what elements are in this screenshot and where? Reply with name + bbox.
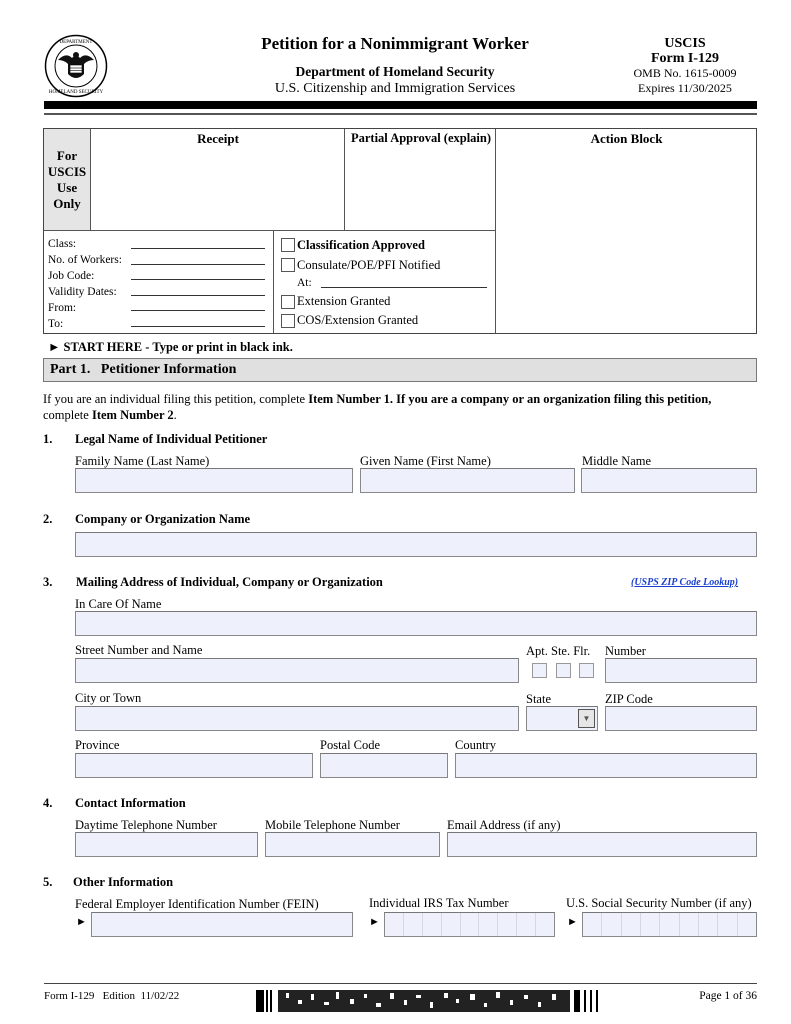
start-here-instruction: ► START HERE - Type or print in black ink.: [48, 340, 293, 354]
country-input[interactable]: [455, 753, 757, 778]
from-label: From:: [48, 302, 77, 314]
at-line: [321, 287, 487, 288]
ssn-label: U.S. Social Security Number (if any): [566, 896, 752, 910]
workers-line: [131, 264, 265, 265]
form-edition: Form I-129 Edition 11/02/22: [44, 990, 180, 1002]
company-name-input[interactable]: [75, 532, 757, 557]
to-line: [131, 326, 265, 327]
partial-approval-label: Partial Approval (explain): [350, 131, 492, 145]
item1-title: Legal Name of Individual Petitioner: [75, 432, 268, 446]
agency-short: USCIS: [664, 36, 706, 51]
care-of-input[interactable]: [75, 611, 757, 636]
cos-extension-granted-label: COS/Extension Granted: [297, 313, 419, 327]
classification-approved-checkbox[interactable]: [281, 238, 295, 252]
for-uscis-use-only-label: [44, 129, 91, 230]
footer-divider: [44, 983, 757, 984]
class-line: [131, 248, 265, 249]
usps-zip-lookup-link[interactable]: (USPS ZIP Code Lookup): [631, 577, 739, 588]
dhs-seal-icon: [44, 34, 108, 98]
family-name-label: Family Name (Last Name): [75, 454, 210, 468]
postal-code-label: Postal Code: [320, 738, 381, 752]
at-label: At:: [297, 277, 312, 289]
postal-code-input[interactable]: [320, 753, 448, 778]
class-label: Class:: [48, 238, 77, 250]
fein-input[interactable]: [91, 912, 353, 937]
header-divider-thin: [44, 113, 757, 115]
divider: [495, 129, 496, 333]
ssn-input[interactable]: [582, 912, 757, 937]
irs-tax-label: Individual IRS Tax Number: [369, 896, 509, 910]
item5-title: Other Information: [73, 875, 174, 889]
item1-number: 1.: [43, 432, 53, 446]
country-label: Country: [455, 738, 496, 752]
mobile-phone-label: Mobile Telephone Number: [265, 818, 400, 832]
divider: [273, 231, 274, 333]
email-label: Email Address (if any): [447, 818, 561, 832]
job-code-line: [131, 279, 265, 280]
intro-text: If you are an individual filing this petition, complete: [43, 392, 309, 406]
expiration-date: Expires 11/30/2025: [638, 81, 732, 95]
given-name-input[interactable]: [360, 468, 575, 493]
department-name: Department of Homeland Security: [295, 64, 495, 79]
use-only-line: For: [56, 147, 78, 163]
item4-title: Contact Information: [75, 796, 186, 810]
ste-checkbox[interactable]: [556, 663, 571, 678]
classification-approved-label: Classification Approved: [297, 238, 425, 252]
extension-granted-label: Extension Granted: [297, 294, 391, 308]
zip-label: ZIP Code: [605, 692, 653, 706]
page-number: Page 1 of 36: [699, 990, 757, 1002]
consulate-notified-checkbox[interactable]: [281, 258, 295, 272]
state-label: State: [526, 692, 551, 706]
state-select[interactable]: [526, 706, 598, 731]
part1-header: Part 1. Petitioner Information: [43, 358, 757, 382]
item3-title: Mailing Address of Individual, Company or Organization: [76, 575, 383, 589]
divider: [44, 230, 496, 231]
arrow-right-icon: ►: [567, 916, 578, 928]
form-id-block: [620, 36, 750, 96]
validity-line: [131, 295, 265, 296]
svg-text:HOMELAND SECURITY: HOMELAND SECURITY: [48, 90, 104, 95]
mobile-phone-input[interactable]: [265, 832, 440, 857]
province-label: Province: [75, 738, 120, 752]
street-input[interactable]: [75, 658, 519, 683]
item5-number: 5.: [43, 875, 53, 889]
use-only-line: Use: [56, 179, 78, 195]
validity-label: Validity Dates:: [48, 286, 117, 298]
chevron-down-icon[interactable]: ▼: [578, 709, 595, 728]
province-input[interactable]: [75, 753, 313, 778]
fein-label: Federal Employer Identification Number (FEIN): [75, 897, 319, 911]
to-label: To:: [48, 318, 64, 330]
extension-granted-checkbox[interactable]: [281, 295, 295, 309]
item2-title: Company or Organization Name: [75, 512, 251, 526]
svg-text:DEPARTMENT: DEPARTMENT: [59, 40, 93, 45]
zip-input[interactable]: [605, 706, 757, 731]
action-block-label: Action Block: [590, 131, 663, 146]
intro-text: complete: [43, 408, 92, 422]
from-line: [131, 310, 265, 311]
irs-tax-number-input[interactable]: [384, 912, 555, 937]
intro-bold: Item Number 2: [91, 408, 174, 422]
intro-text: .: [173, 408, 177, 422]
form-title: Petition for a Nonimmigrant Worker: [261, 34, 529, 53]
given-name-label: Given Name (First Name): [360, 454, 491, 468]
street-label: Street Number and Name: [75, 643, 203, 657]
apt-ste-flr-label: Apt. Ste. Flr.: [526, 644, 591, 658]
city-label: City or Town: [75, 691, 142, 705]
pdf417-barcode-icon: [256, 990, 600, 1012]
city-input[interactable]: [75, 706, 519, 731]
job-code-label: Job Code:: [48, 270, 95, 282]
divider: [344, 129, 345, 230]
family-name-input[interactable]: [75, 468, 353, 493]
omb-number: OMB No. 1615-0009: [633, 66, 737, 80]
daytime-phone-input[interactable]: [75, 832, 258, 857]
arrow-right-icon: ►: [369, 916, 380, 928]
use-only-line: USCIS: [47, 163, 87, 179]
middle-name-label: Middle Name: [582, 454, 652, 468]
middle-name-input[interactable]: [581, 468, 757, 493]
uscis-use-only-box: [43, 128, 757, 334]
item3-number: 3.: [43, 575, 53, 589]
item2-number: 2.: [43, 512, 53, 526]
item4-number: 4.: [43, 796, 53, 810]
form-number: Form I-129: [650, 51, 720, 66]
arrow-right-icon: ►: [76, 916, 87, 928]
consulate-notified-label: Consulate/POE/PFI Notified: [297, 258, 441, 272]
agency-name: U.S. Citizenship and Immigration Services: [274, 81, 516, 96]
flr-checkbox[interactable]: [579, 663, 594, 678]
header-divider-thick: [44, 101, 757, 109]
use-only-line: Only: [53, 195, 81, 211]
apt-checkbox[interactable]: [532, 663, 547, 678]
part1-intro: [43, 391, 759, 423]
cos-extension-granted-checkbox[interactable]: [281, 314, 295, 328]
workers-label: No. of Workers:: [48, 254, 122, 266]
receipt-label: Receipt: [197, 131, 239, 146]
number-label: Number: [605, 644, 646, 658]
intro-bold: Item Number 1. If you are a company or an organization filing this petition,: [308, 392, 712, 406]
care-of-label: In Care Of Name: [75, 597, 162, 611]
daytime-phone-label: Daytime Telephone Number: [75, 818, 217, 832]
apt-number-input[interactable]: [605, 658, 757, 683]
email-input[interactable]: [447, 832, 757, 857]
